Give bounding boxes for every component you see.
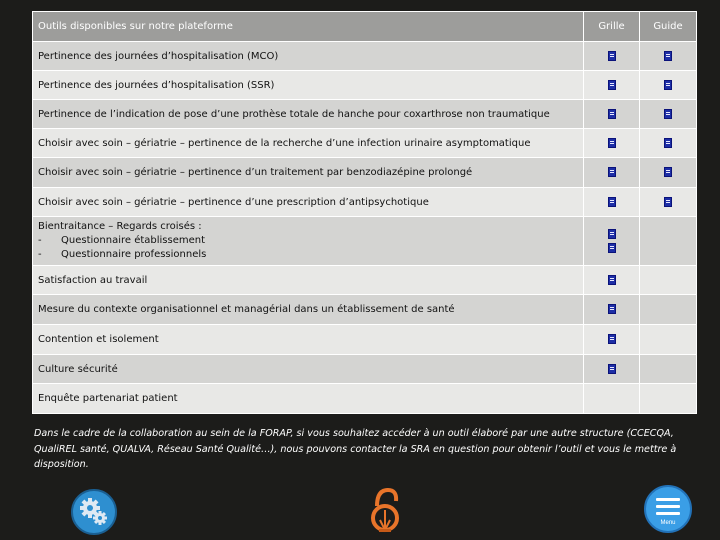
tool-name: Choisir avec soin – gériatrie – pertinence de la recherche d’une infection urinaire asymptomatique <box>33 129 584 158</box>
tool-name: Choisir avec soin – gériatrie – pertinence d’un traitement par benzodiazépine prolongé <box>33 158 584 188</box>
tool-name: Bientraitance – Regards croisés : <box>38 221 202 232</box>
guide-document-icon[interactable] <box>664 51 672 61</box>
guide-document-icon[interactable] <box>664 80 672 90</box>
tool-name: Enquête partenariat patient <box>33 384 584 414</box>
grille-etablissement-document-icon[interactable] <box>608 229 616 239</box>
grille-document-icon[interactable] <box>608 304 616 314</box>
grille-document-icon[interactable] <box>608 138 616 148</box>
header-guide: Guide <box>640 12 697 42</box>
menu-button[interactable] <box>644 485 692 533</box>
tool-name: Mesure du contexte organisationnel et managérial dans un établissement de santé <box>33 295 584 325</box>
header-grille: Grille <box>584 12 640 42</box>
table-row <box>33 100 697 129</box>
empty-cell <box>640 355 697 384</box>
empty-cell <box>640 384 697 414</box>
list-item: - Questionnaire établissement <box>38 235 206 246</box>
settings-button[interactable] <box>71 489 117 535</box>
tool-name: Pertinence de l’indication de pose d’une prothèse totale de hanche pour coxarthrose non traumatique <box>33 100 584 129</box>
table-header-row <box>33 12 697 42</box>
list-item: - Questionnaire professionnels <box>38 249 207 260</box>
hamburger-icon <box>656 498 680 519</box>
grille-professionnels-document-icon[interactable] <box>608 243 616 253</box>
table-row <box>33 217 697 266</box>
empty-cell <box>640 295 697 325</box>
table-row <box>33 42 697 71</box>
collaboration-note: Dans le cadre de la collaboration au sein de la FORAP, si vous souhaitez accéder à un outil élaboré par une autre structure (CCECQA, QualiREL santé, QUALVA, Réseau Santé Qualité…), nous pouvons contacter la SRA en question pour obtenir l’outil et vous le mettre à disposition. <box>34 428 677 470</box>
sra-logo <box>368 486 402 536</box>
empty-cell <box>640 217 697 266</box>
header-tools: Outils disponibles sur notre plateforme <box>33 12 584 42</box>
grille-document-icon[interactable] <box>608 275 616 285</box>
tools-table <box>32 11 697 414</box>
table-row <box>33 129 697 158</box>
table-row <box>33 355 697 384</box>
table-row <box>33 295 697 325</box>
tool-name: Choisir avec soin – gériatrie – pertinence d’une prescription d’antipsychotique <box>33 188 584 217</box>
guide-document-icon[interactable] <box>664 138 672 148</box>
table-row <box>33 188 697 217</box>
gears-icon <box>73 491 115 533</box>
guide-document-icon[interactable] <box>664 109 672 119</box>
grille-document-icon[interactable] <box>608 167 616 177</box>
empty-cell <box>584 384 640 414</box>
grille-document-icon[interactable] <box>608 80 616 90</box>
table-row <box>33 266 697 295</box>
tool-name: Satisfaction au travail <box>33 266 584 295</box>
table-row <box>33 71 697 100</box>
grille-document-icon[interactable] <box>608 109 616 119</box>
tool-name: Culture sécurité <box>33 355 584 384</box>
table-row <box>33 384 697 414</box>
empty-cell <box>640 266 697 295</box>
menu-label: Menu <box>660 520 676 526</box>
tool-name: Pertinence des journées d’hospitalisation (SSR) <box>33 71 584 100</box>
grille-document-icon[interactable] <box>608 364 616 374</box>
table-row <box>33 158 697 188</box>
tool-name-group <box>33 217 584 266</box>
empty-cell <box>640 325 697 355</box>
guide-document-icon[interactable] <box>664 197 672 207</box>
guide-document-icon[interactable] <box>664 167 672 177</box>
tool-name: Contention et isolement <box>33 325 584 355</box>
grille-document-icon[interactable] <box>608 197 616 207</box>
grille-document-icon[interactable] <box>608 334 616 344</box>
table-row <box>33 325 697 355</box>
tool-name: Pertinence des journées d’hospitalisation (MCO) <box>33 42 584 71</box>
grille-document-icon[interactable] <box>608 51 616 61</box>
